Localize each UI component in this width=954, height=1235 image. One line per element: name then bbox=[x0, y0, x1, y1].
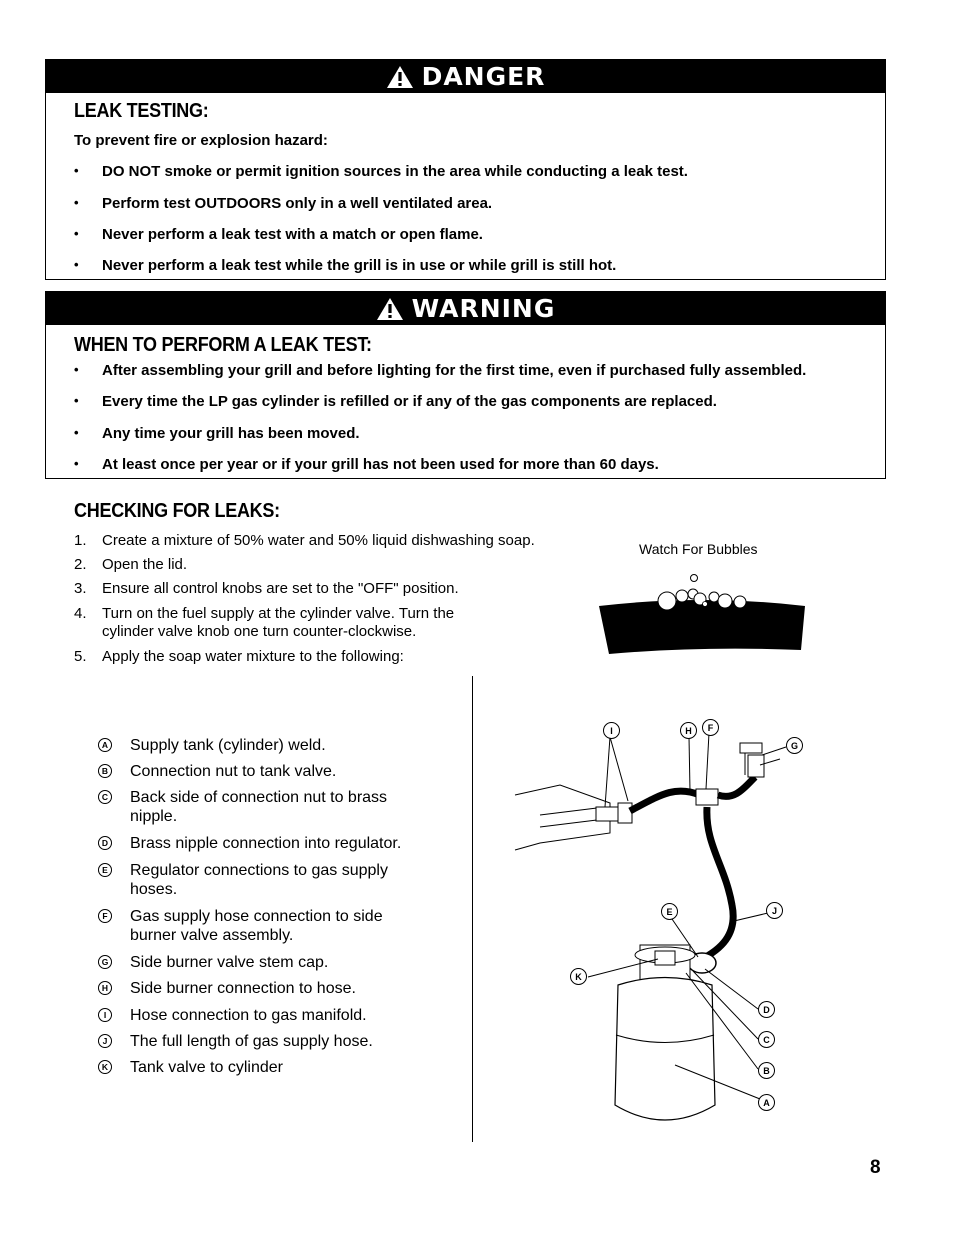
diagram-label: K bbox=[570, 968, 587, 985]
page-number: 8 bbox=[870, 1157, 881, 1178]
danger-banner-text: DANGER bbox=[421, 62, 546, 91]
checking-title: CHECKING FOR LEAKS: bbox=[74, 500, 280, 522]
diagram-label: B bbox=[758, 1062, 775, 1079]
column-divider bbox=[472, 676, 473, 1142]
bubble-caption: Watch For Bubbles bbox=[639, 541, 758, 557]
warning-banner-text: WARNING bbox=[411, 294, 556, 323]
diagram-label: A bbox=[758, 1094, 775, 1111]
diagram-label: G bbox=[786, 737, 803, 754]
diagram-label: D bbox=[758, 1001, 775, 1018]
warning-triangle-icon bbox=[386, 65, 414, 89]
leak-testing-title: LEAK TESTING: bbox=[74, 100, 209, 122]
diagram-label: H bbox=[680, 722, 697, 739]
warning-banner bbox=[46, 292, 885, 325]
diagram-label: I bbox=[603, 722, 620, 739]
warning-box bbox=[45, 291, 886, 479]
warning-triangle-icon bbox=[376, 297, 404, 321]
diagram-label: C bbox=[758, 1031, 775, 1048]
hose-bubbles-illustration bbox=[595, 568, 807, 656]
danger-banner bbox=[46, 60, 885, 93]
diagram-label: E bbox=[661, 903, 678, 920]
diagram-label: F bbox=[702, 719, 719, 736]
when-to-test-title: WHEN TO PERFORM A LEAK TEST: bbox=[74, 334, 372, 356]
danger-intro: To prevent fire or explosion hazard: bbox=[74, 132, 328, 149]
diagram-label: J bbox=[766, 902, 783, 919]
